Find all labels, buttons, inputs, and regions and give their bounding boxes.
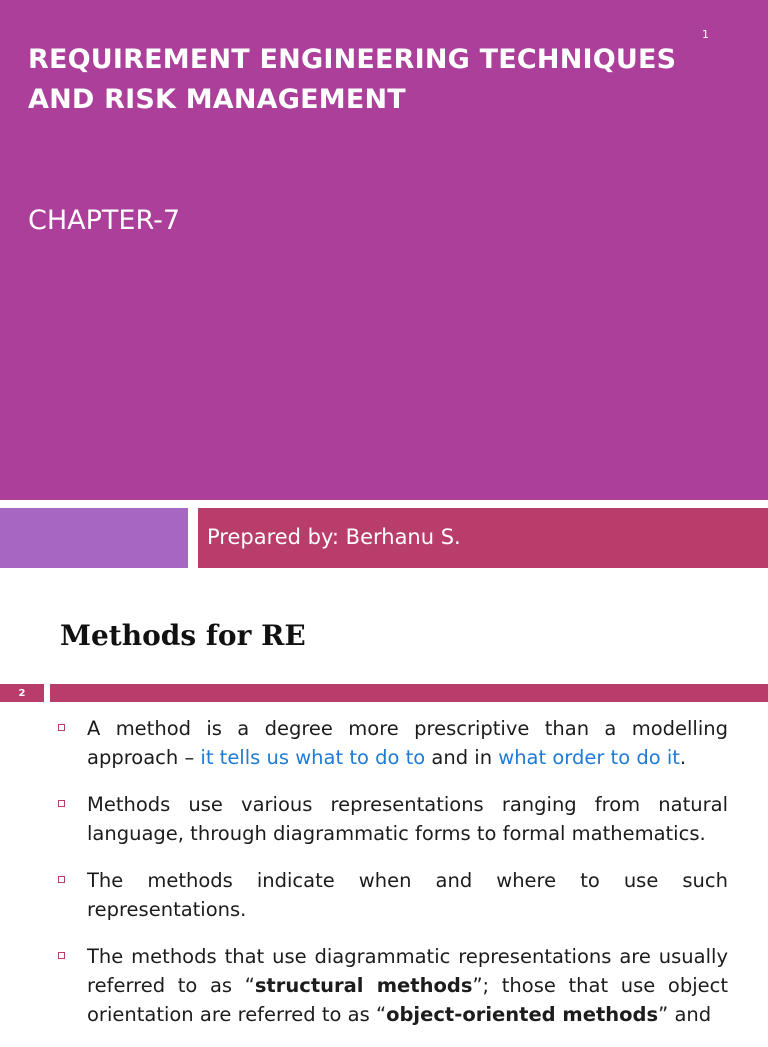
- header-rule: [50, 684, 768, 702]
- title-slide: [0, 0, 768, 500]
- bullet-item: [58, 714, 728, 772]
- highlighted-text: it tells us what to do to: [200, 746, 426, 769]
- chapter-subtitle: CHAPTER-7: [28, 205, 181, 236]
- slide-title: REQUIREMENT ENGINEERING TECHNIQUES AND RISK MANAGEMENT: [28, 44, 677, 115]
- slide-number: 1: [702, 28, 709, 41]
- bullet-text: .: [679, 746, 687, 769]
- bullet-text: ”; those that use object orientation are referred to as “: [87, 974, 729, 1026]
- accent-band-left: [0, 508, 188, 568]
- square-bullet-icon: [58, 876, 65, 883]
- bullet-item: [58, 942, 728, 1029]
- bullet-text: Methods use various representations ranging from natural language, through diagrammatic forms to formal mathematics.: [87, 793, 728, 845]
- bullet-text: ” and: [658, 1003, 712, 1026]
- square-bullet-icon: [58, 952, 65, 959]
- bullet-text: The methods indicate when and where to use such representations.: [87, 869, 728, 921]
- slide-number-badge: 2: [0, 684, 44, 702]
- section-title: Methods for RE: [60, 619, 306, 652]
- highlighted-text: what order to do it: [498, 746, 680, 769]
- square-bullet-icon: [58, 800, 65, 807]
- bullet-text: and in: [425, 746, 499, 769]
- bullet-list: [58, 714, 728, 1047]
- bullet-item: [58, 790, 728, 848]
- square-bullet-icon: [58, 724, 65, 731]
- bold-text: object-oriented methods: [386, 1003, 659, 1026]
- bullet-item: [58, 866, 728, 924]
- bold-text: structural methods: [254, 974, 473, 997]
- prepared-by-text: Prepared by: Berhanu S.: [207, 525, 461, 549]
- bullet-text: A method is a degree more prescriptive than a modelling approach –: [87, 717, 728, 769]
- bullet-text: The methods that use diagrammatic representations are usually referred to as “: [87, 945, 728, 997]
